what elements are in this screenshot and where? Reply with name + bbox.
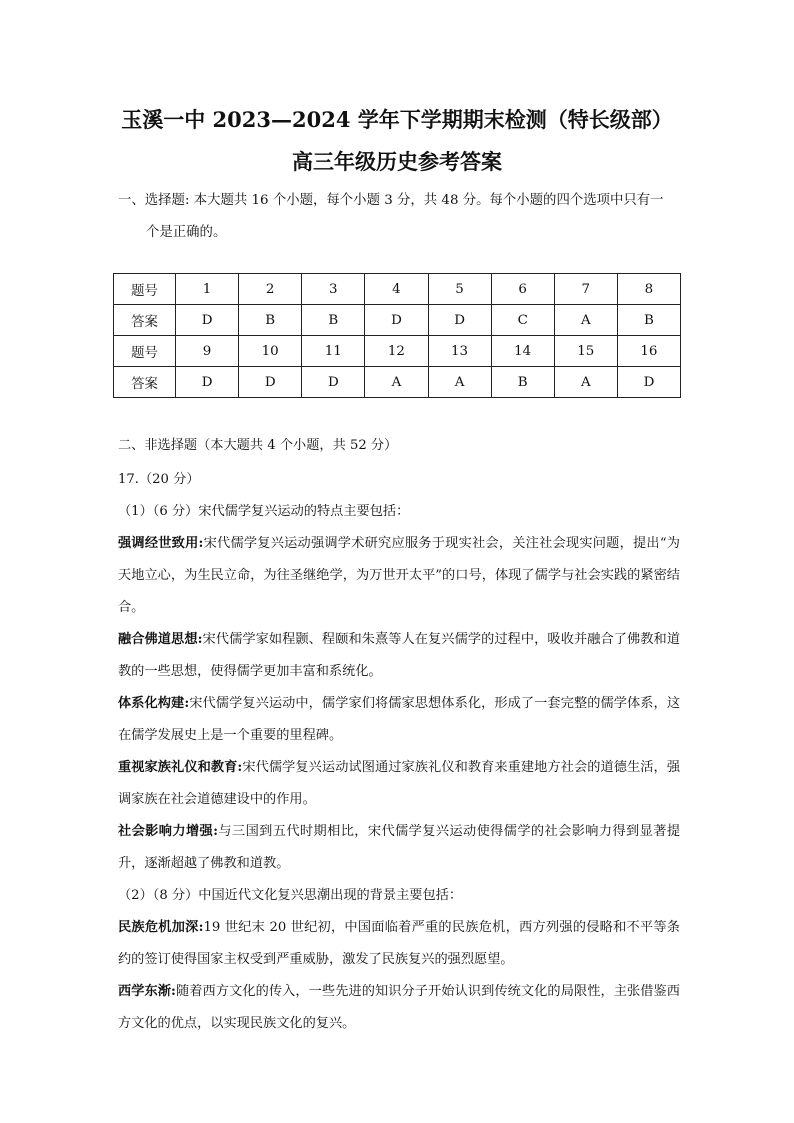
table-cell: A [428, 367, 491, 398]
document-subtitle: 高三年级历史参考答案 [292, 149, 502, 174]
point-label: 社会影响力增强: [118, 824, 218, 839]
point-text: 宋代儒学复兴运动试图通过家族礼仪和教育来重建地方社会的道德生活，强调家族在社会道德建设中的作用。 [118, 760, 681, 807]
table-cell: A [554, 367, 617, 398]
table-cell: 3 [302, 274, 365, 305]
table-cell: D [239, 367, 302, 398]
document-title: 玉溪一中 2023—2024 学年下学期期末检测（特长级部） [121, 107, 673, 132]
table-cell: 14 [491, 336, 554, 367]
table-cell: 5 [428, 274, 491, 305]
table-cell: B [617, 305, 680, 336]
section1-line1: 一、选择题: 本大题共 16 个小题，每个小题 3 分，共 48 分。每个小题的四个选项中只有一 [118, 193, 664, 208]
point-label: 融合佛道思想: [118, 632, 203, 647]
table-cell: 题号 [114, 336, 176, 367]
question-17-heading: 17.（20 分） [118, 472, 200, 487]
table-row [114, 367, 681, 398]
table-cell: 6 [491, 274, 554, 305]
section1-line2: 个是正确的。 [146, 225, 227, 240]
point-label: 西学东渐: [118, 984, 176, 999]
table-cell: 16 [617, 336, 680, 367]
point-text: 宋代儒学家如程颢、程颐和朱熹等人在复兴儒学的过程中，吸收并融合了佛教和道教的一些思想，使得儒学更加丰富和系统化。 [118, 632, 681, 679]
table-row [114, 305, 681, 336]
table-cell: 4 [365, 274, 428, 305]
section2-title: 二、非选择题（本大题共 4 个小题，共 52 分） [118, 438, 398, 453]
table-cell: A [365, 367, 428, 398]
table-cell: D [176, 305, 239, 336]
table-cell: B [491, 367, 554, 398]
section1-instructions [118, 185, 688, 249]
point-label: 体系化构建: [118, 696, 190, 711]
answer-point [118, 912, 680, 976]
table-cell: 1 [176, 274, 239, 305]
table-cell: B [239, 305, 302, 336]
point-label: 民族危机加深: [118, 920, 204, 935]
part1-heading: （1）（6 分）宋代儒学复兴运动的特点主要包括： [118, 504, 410, 519]
point-text: 随着西方文化的传入，一些先进的知识分子开始认识到传统文化的局限性，主张借鉴西方文化的优点，以实现民族文化的复兴。 [118, 984, 680, 1031]
table-cell: 8 [617, 274, 680, 305]
table-cell: 题号 [114, 274, 176, 305]
answer-point [118, 752, 680, 816]
table-cell: A [554, 305, 617, 336]
table-cell: 10 [239, 336, 302, 367]
answer-point [118, 624, 680, 688]
table-cell: B [302, 305, 365, 336]
point-text: 宋代儒学复兴运动中，儒学家们将儒家思想体系化，形成了一套完整的儒学体系，这在儒学发展史上是一个重要的里程碑。 [118, 696, 681, 743]
table-cell: D [617, 367, 680, 398]
point-text: 与三国到五代时期相比，宋代儒学复兴运动使得儒学的社会影响力得到显著提升，逐渐超越了佛教和道教。 [118, 824, 681, 871]
point-label: 强调经世致用: [118, 536, 204, 551]
answer-table [113, 273, 681, 398]
table-cell: 15 [554, 336, 617, 367]
point-label: 重视家族礼仪和教育: [118, 760, 243, 775]
table-cell: 7 [554, 274, 617, 305]
answer-point [118, 816, 680, 880]
table-cell: 答案 [114, 367, 176, 398]
table-cell: D [365, 305, 428, 336]
answer-point [118, 528, 680, 624]
table-row [114, 336, 681, 367]
table-cell: 12 [365, 336, 428, 367]
point-text: 宋代儒学复兴运动强调学术研究应服务于现实社会，关注社会现实问题，提出“为天地立心，为生民立命，为往圣继绝学，为万世开太平”的口号，体现了儒学与社会实践的紧密结合。 [118, 536, 680, 615]
table-cell: 11 [302, 336, 365, 367]
table-cell: D [302, 367, 365, 398]
table-cell: 答案 [114, 305, 176, 336]
table-cell: D [428, 305, 491, 336]
table-cell: D [176, 367, 239, 398]
part2-heading: （2）（8 分）中国近代文化复兴思潮出现的背景主要包括： [118, 888, 463, 903]
table-cell: 2 [239, 274, 302, 305]
point-text: 19 世纪末 20 世纪初，中国面临着严重的民族危机，西方列强的侵略和不平等条约的签订使得国家主权受到严重威胁，激发了民族复兴的强烈愿望。 [118, 920, 680, 967]
section2-body [118, 430, 680, 1040]
answer-point [118, 976, 680, 1040]
table-cell: C [491, 305, 554, 336]
table-row [114, 274, 681, 305]
answer-point [118, 688, 680, 752]
table-cell: 9 [176, 336, 239, 367]
table-cell: 13 [428, 336, 491, 367]
